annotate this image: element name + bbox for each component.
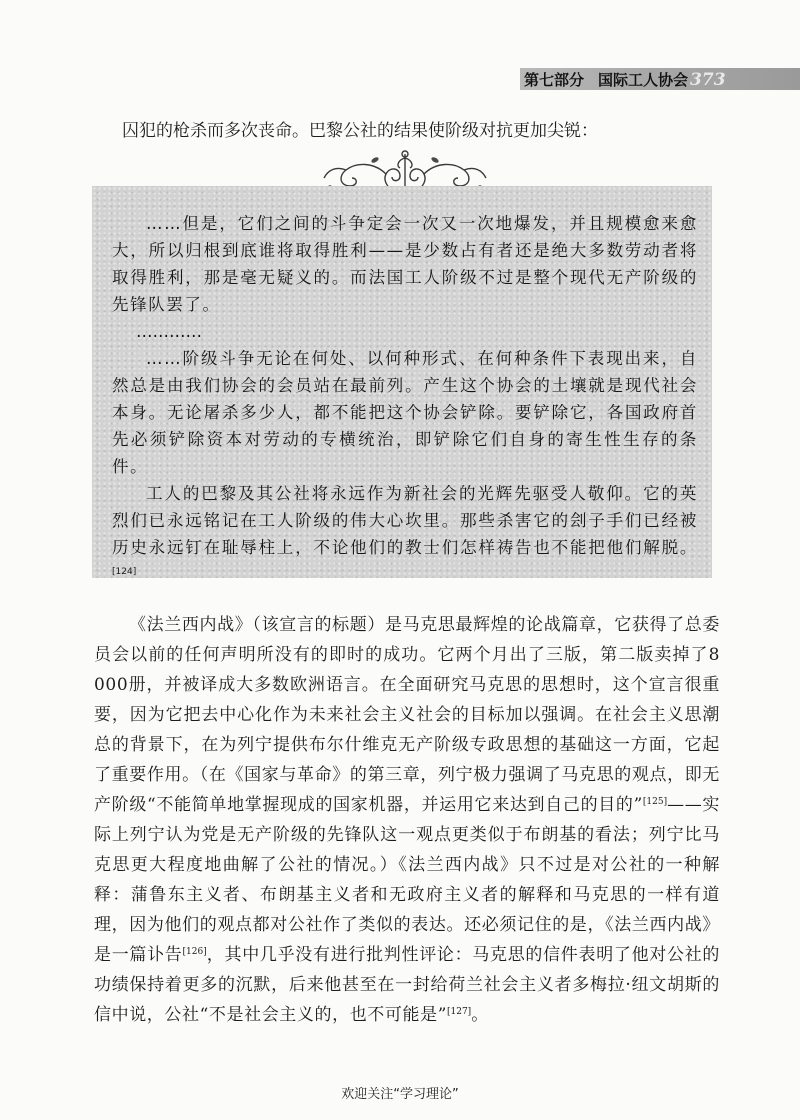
footnote-ref-127[interactable]: [127] <box>446 1007 472 1017</box>
quote-paragraph-2: ……阶级斗争无论在何处、以何种形式、在何种条件下表现出来，自然总是由我们协会的会员站在最前列。产生这个协会的土壤就是现代社会本身。无论屠杀多少人，都不能把这个协会铲除。要铲除它，各国政府首先必须铲除资本对劳动的专横统治，即铲除它们自身的寄生性生存的条件。 <box>112 349 698 476</box>
body-text <box>94 610 720 1030</box>
quote-paragraph-1: ……但是，它们之间的斗争定会一次又一次地爆发，并且规模愈来愈大，所以归根到底谁将取得胜利——是少数占有者还是绝大多数劳动者将取得胜利，那是毫无疑义的。而法国工人阶级不过是整个现代无产阶级的先锋队罢了。 <box>112 214 698 314</box>
footnote-ref-124[interactable]: [124] <box>112 567 137 577</box>
footnote-ref-125[interactable]: [125] <box>642 797 668 807</box>
page-number: 373 <box>690 70 726 90</box>
body-paragraph: 《法兰西内战》（该宣言的标题）是马克思最辉煌的论战篇章，它获得了总委员会以前的任何声明所没有的即时的成功。它两个月出了三版，第二版卖掉了8 000册，并被译成大多数欧洲语言。在全面研究马克思的思想时，这个宣言很重要，因为它把去中心化作为未来社会主义社会的目标加以强调。在社会主义思潮总的背景下，在为列宁提供布尔什维克无产阶级专政思想的基础这一方面，它起了重要作用。（在《国家与革命》的第三章，列宁极力强调了马克思的观点，即无产阶级“不能简单地掌握现成的国家机器，并运用它来达到自己的目的”[125]——实际上列宁认为党是无产阶级的先锋队这一观点更类似于布朗基的看法；列宁比马克思更大程度地曲解了公社的情况。）《法兰西内战》只不过是对公社的一种解释：蒲鲁东主义者、布朗基主义者和无政府主义者的解释和马克思的一样有道理，因为他们的观点都对公社作了类似的表达。还必须记住的是，《法兰西内战》是一篇讣告[126]，其中几乎没有进行批判性评论：马克思的信件表明了他对公社的功绩保持着更多的沉默，后来他甚至在一封给荷兰社会主义者多梅拉·纽文胡斯的信中说，公社“不是社会主义的，也不可能是”[127]。 <box>94 615 720 1025</box>
section-title: 国际工人协会 <box>598 71 689 89</box>
quote-paragraph-3: 工人的巴黎及其公社将永远作为新社会的光辉先驱受人敬仰。它的英烈们已永远铭记在工人阶级的伟大心坎里。那些杀害它的刽子手们已经被历史永远钉在耻辱柱上，不论他们的教士们怎样祷告也不能把他们解脱。[124] <box>112 484 698 577</box>
quote-ellipsis: ………… <box>136 322 202 341</box>
intro-line: 囚犯的枪杀而多次丧命。巴黎公社的结果使阶级对抗更加尖锐： <box>122 121 598 141</box>
footnote-ref-126[interactable]: [126] <box>182 947 207 957</box>
footer-note: 欢迎关注“学习理论” <box>341 1087 459 1102</box>
quotation-box <box>92 186 712 578</box>
running-header <box>524 69 726 91</box>
part-label: 第七部分 <box>524 71 585 89</box>
